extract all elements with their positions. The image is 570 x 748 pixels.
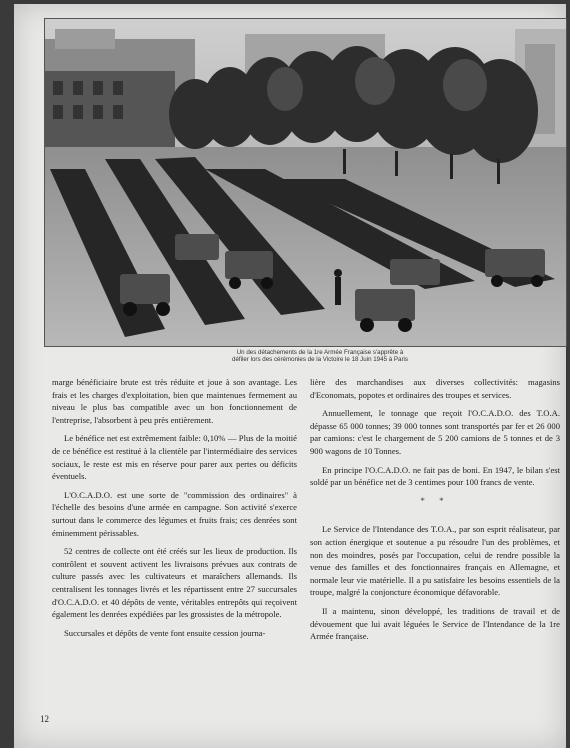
paragraph: Le Service de l'Intendance des T.O.A., par son esprit réalisateur, par son action énergique et soutenue a pu résoudre l'un des problèmes, et non des moindres, posés par l'occupation, celui de rendre possible la venue des familles et des fonctionnaires français en Allemagne, et normale leur vie matérielle. Il a pu satisfaire les besoins essentiels de la troupe, malgré la conjoncture économique défavorable. (310, 524, 560, 598)
left-text-column (52, 376, 297, 645)
page-number: 12 (40, 714, 49, 724)
paragraph: L'O.C.A.D.O. est une sorte de "commission des ordinaires" à l'échelle des besoins d'une armée en campagne. Son activité s'exerce surtout dans le commerce des légumes et fruits frais; ces denrées sont éminemment périssables. (52, 489, 297, 538)
paragraph: lière des marchandises aux diverses collectivités: magasins d'Economats, popotes et ordinaires des troupes et services. (310, 377, 560, 400)
parade-photograph (44, 18, 567, 347)
caption-line: défiler lors des cérémonies de la Victoire le 18 Juin 1945 à Paris (232, 356, 408, 364)
right-text-column (310, 376, 560, 649)
caption-line: Un des détachements de la 1re Armée Française s'apprête à (236, 349, 404, 356)
photo-illustration (45, 19, 566, 346)
paragraph: Il a maintenu, sinon développé, les traditions de travail et de dévouement que lui avait léguées le Service de l'Intendance de la 1re Armée française. (310, 605, 560, 642)
paragraph: En principe l'O.C.A.D.O. ne fait pas de boni. En 1947, le bilan s'est soldé par un bénéfice net de 3 centimes pour 100 francs de vente. (310, 464, 560, 488)
paragraph: Succursales et dépôts de vente font ensuite cession journa- (64, 627, 266, 638)
paragraph: marge bénéficiaire brute est très réduite et joue à son avantage. Les frais et les charges d'exploitation, bien que maintenues fermement au niveau le plus bas compatible avec un bon fonctionnement de l'entreprise, l'absorbent à peu près entièrement. (52, 377, 297, 425)
section-separator: * * (420, 495, 450, 506)
paragraph: 52 centres de collecte ont été créés sur les lieux de production. Ils contrôlent et souvent activent les livraisons prévues aux contrats de culture passés avec les cultivateurs et maraîchers allemands. Ils centralisent les tonnages livrés et les répartissent entre 27 succursales d'O.C.A.D.O. et 40 dépôts de vente, véritables entrepôts qui reçoivent également les denrées expédiées par les grossistes de la métropole. (52, 546, 297, 620)
photo-caption (150, 349, 490, 364)
paragraph: Le bénéfice net est extrêmement faible: 0,10% — Plus de la moitié de ce bénéfice est restitué à la clientèle par l'intermédiaire des services sociaux, le reste est mis en réserve pour parer aux pertes ou déficits éventuels. (52, 433, 297, 482)
paragraph: Annuellement, le tonnage que reçoit l'O.C.A.D.O. des T.O.A. dépasse 65 000 tonnes; 39 000 tonnes sont transportés par fer et 26 000 par camions: c'est le chargement de 5 200 camions de 5 tonnes et de 3 900 wagons de 10 Tonnes. (310, 408, 560, 456)
